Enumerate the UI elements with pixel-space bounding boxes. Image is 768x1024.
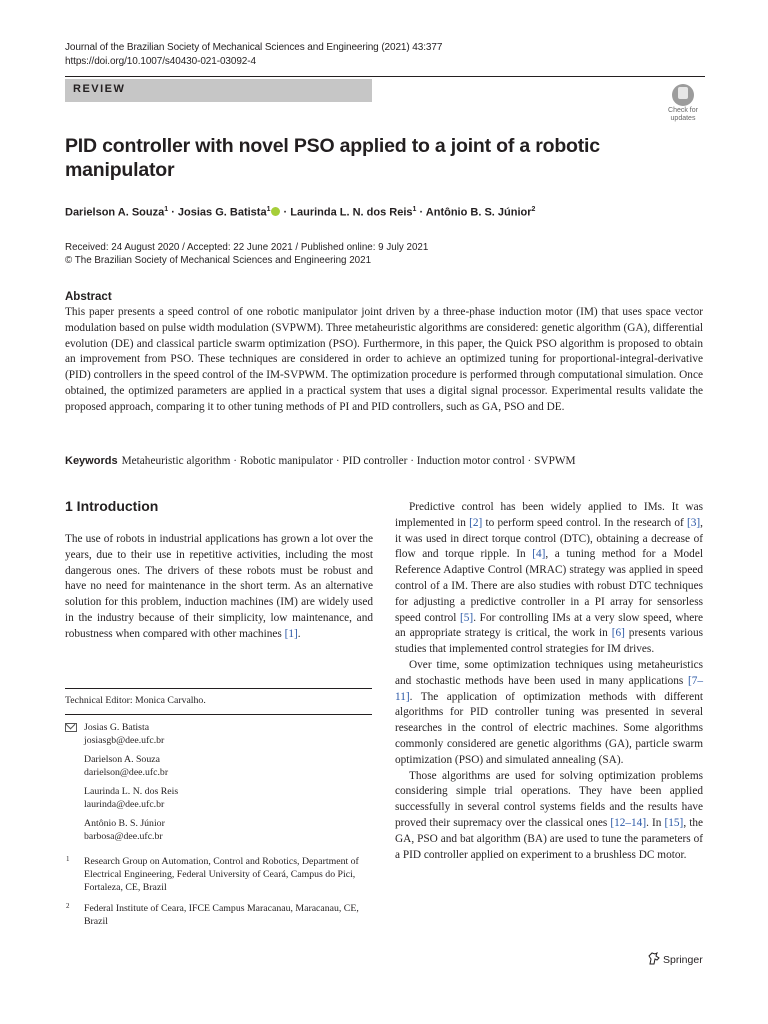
publication-info bbox=[65, 241, 428, 267]
affiliation-number: 1 bbox=[66, 855, 70, 863]
badge-text-2: updates bbox=[670, 115, 696, 122]
contact-name: Josias G. Batista bbox=[84, 722, 150, 733]
contact-entry bbox=[65, 817, 372, 843]
author-name[interactable]: Darielson A. Souza bbox=[65, 206, 165, 219]
contact-name: Antônio B. S. Júnior bbox=[84, 818, 165, 829]
abstract-heading: Abstract bbox=[65, 291, 112, 303]
citation-link[interactable]: [1] bbox=[284, 627, 298, 640]
paragraph: The use of robots in industrial applications has grown a lot over the years, due to their use in repetitive activities, including the most dangerous ones. The drivers of these robots must be robust and have no need for maintenance in the short term. As an alternative solution for this problem, induction machines (IM) are widely used in the industry because of their simplicity, low maintenance, and robustness when compared with other machines [1]. bbox=[65, 533, 373, 640]
affiliation-text: Research Group on Automation, Control and Robotics, Department of Electrical Engineering, Federal University of Ceará, Campus do Pici, Fortaleza, CE, Brazil bbox=[84, 856, 359, 893]
author-list: Darielson A. Souza$^1$ · Josias G. Batista$^1$ · Laurinda L. N. dos Reis$^1$ · Antônio B. S. Júnior$^2$ bbox=[65, 206, 536, 219]
citation-link[interactable]: [4] bbox=[532, 548, 546, 561]
contact-email[interactable]: laurinda@dee.ufc.br bbox=[84, 799, 165, 810]
publisher-footer bbox=[648, 952, 703, 966]
doi-link[interactable]: https://doi.org/10.1007/s40430-021-03092-4 bbox=[65, 56, 256, 67]
citation-link[interactable]: [15] bbox=[664, 816, 684, 829]
author-name[interactable]: Josias G. Batista bbox=[177, 206, 267, 219]
contact-email[interactable]: barbosa@dee.ufc.br bbox=[84, 831, 163, 842]
contact-entry bbox=[65, 721, 372, 747]
author-affiliation-number: 1 bbox=[266, 206, 271, 213]
check-updates-icon bbox=[672, 84, 694, 106]
author-contacts bbox=[65, 721, 372, 849]
affiliation-text: Federal Institute of Ceara, IFCE Campus Maracanau, Maracanau, CE, Brazil bbox=[84, 903, 359, 927]
author-name[interactable]: Antônio B. S. Júnior bbox=[425, 206, 532, 219]
keywords-label: Keywords bbox=[65, 455, 118, 467]
author-name[interactable]: Laurinda L. N. dos Reis bbox=[290, 206, 413, 219]
check-for-updates-badge[interactable] bbox=[664, 84, 702, 124]
article-title: PID controller with novel PSO applied to a joint of a robotic manipulator bbox=[65, 135, 600, 181]
header-rule bbox=[65, 76, 705, 77]
author-affiliation-number: 2 bbox=[531, 206, 536, 213]
paragraph: Over time, some optimization techniques using metaheuristics and stochastic methods have been used in many applications [7–11]. The application of optimization methods with different algorithms for PID controller tuning was presented in several researches in the control of electric machines. Some algorithms commonly considered are genetic algorithms (GA), particle swarm optimization (PSO) and simulated annealing (SA). bbox=[395, 658, 703, 766]
citation-link[interactable]: [7–11] bbox=[395, 674, 703, 703]
section-label-bar bbox=[65, 79, 372, 102]
citation-link[interactable]: [5] bbox=[460, 611, 474, 624]
abstract-text: This paper presents a speed control of one robotic manipulator joint driven by a three-phase induction motor (IM) that uses space vector modulation based on pulse width modulation (SVPWM). Three metaheuristic algorithms are considered: genetic algorithm (GA), differential evolution (DE) and classical particle swarm optimization (PSO). Furthermore, in this paper, the Quick PSO algorithm is proposed to obtain an improvement from PSO. These techniques are considered in order to achieve an optimized tuning for proportional-integral-derivative (PID) controllers in the speed control of the IM-SVPWM. The optimization procedure is performed through computational simulation. Once obtained, the optimized parameters are applied in a practical system that uses a digital signal processor. Experimental results validate the proposed approach, comparing it to other tuning methods of PI and PID controllers, such as GA, PSO and DE. bbox=[65, 306, 704, 413]
citation-link[interactable]: [3] bbox=[686, 516, 701, 529]
contact-name: Darielson A. Souza bbox=[84, 754, 160, 765]
contact-email[interactable]: josiasgb@dee.ufc.br bbox=[84, 735, 165, 746]
citation-link[interactable]: [2] bbox=[469, 516, 483, 529]
journal-citation: Journal of the Brazilian Society of Mechanical Sciences and Engineering (2021) 43:377 bbox=[65, 42, 443, 53]
intro-right-column bbox=[395, 500, 703, 863]
citation-link[interactable]: [6] bbox=[611, 627, 625, 640]
badge-text-1: Check for bbox=[668, 107, 698, 114]
publisher-name: Springer bbox=[663, 954, 703, 966]
affiliation-number: 2 bbox=[66, 902, 70, 910]
technical-editor-note: Technical Editor: Monica Carvalho. bbox=[65, 695, 206, 706]
contact-entry bbox=[65, 785, 372, 811]
publication-dates: Received: 24 August 2020 / Accepted: 22 June 2021 / Published online: 9 July 2021 bbox=[65, 242, 429, 253]
copyright-line: © The Brazilian Society of Mechanical Sciences and Engineering 2021 bbox=[65, 255, 372, 266]
contact-email[interactable]: darielson@dee.ufc.br bbox=[84, 767, 169, 778]
citation-link[interactable]: [12–14] bbox=[610, 816, 647, 829]
contact-entry bbox=[65, 753, 372, 779]
paragraph: Those algorithms are used for solving optimization problems considering simple trial operations. They have been applied successfully in several control systems fields and the results have proved their supremacy over the classical ones [12–14]. In [15], the GA, PSO and bat algorithm (BA) are used to tune the parameters of a PID controller applied on experiment to a brushless DC motor. bbox=[395, 769, 704, 861]
springer-horse-icon bbox=[648, 952, 660, 965]
envelope-icon[interactable] bbox=[65, 723, 77, 732]
author-affiliation-number: 1 bbox=[412, 206, 417, 213]
contact-name: Laurinda L. N. dos Reis bbox=[84, 786, 179, 797]
paragraph: Predictive control has been widely applied to IMs. It was implemented in [2] to perform speed control. In the research of [3], it was used in direct torque control (DTC), obtaining a decrease of flow and torque ripple. In [4], a tuning method for a Model Reference Adaptive Control (MRAC) strategy was applied in speed control of a IM. There are also studies with robust DTC techniques for adjusting a predictive controller in a PI array for sensorless speed control [5]. For controlling IMs at a very slow speed, where an appropriate strategy is critical, the work in [6] presents various studies that implemented control strategies for IM drives. bbox=[395, 501, 704, 656]
contacts-rule bbox=[65, 714, 372, 715]
section-heading-introduction: 1 Introduction bbox=[65, 498, 159, 514]
affiliation-entry bbox=[65, 855, 372, 894]
journal-header bbox=[65, 41, 442, 69]
orcid-icon[interactable] bbox=[271, 207, 280, 216]
keywords-line bbox=[65, 454, 705, 469]
keywords-text: Metaheuristic algorithm · Robotic manipulator · PID controller · Induction motor control · SVPWM bbox=[121, 455, 576, 467]
affiliation-entry bbox=[65, 902, 372, 928]
affiliations bbox=[65, 855, 372, 936]
section-label: REVIEW bbox=[73, 83, 126, 95]
footnote-rule bbox=[65, 688, 372, 689]
intro-left-column bbox=[65, 532, 373, 643]
author-affiliation-number: 1 bbox=[164, 206, 169, 213]
